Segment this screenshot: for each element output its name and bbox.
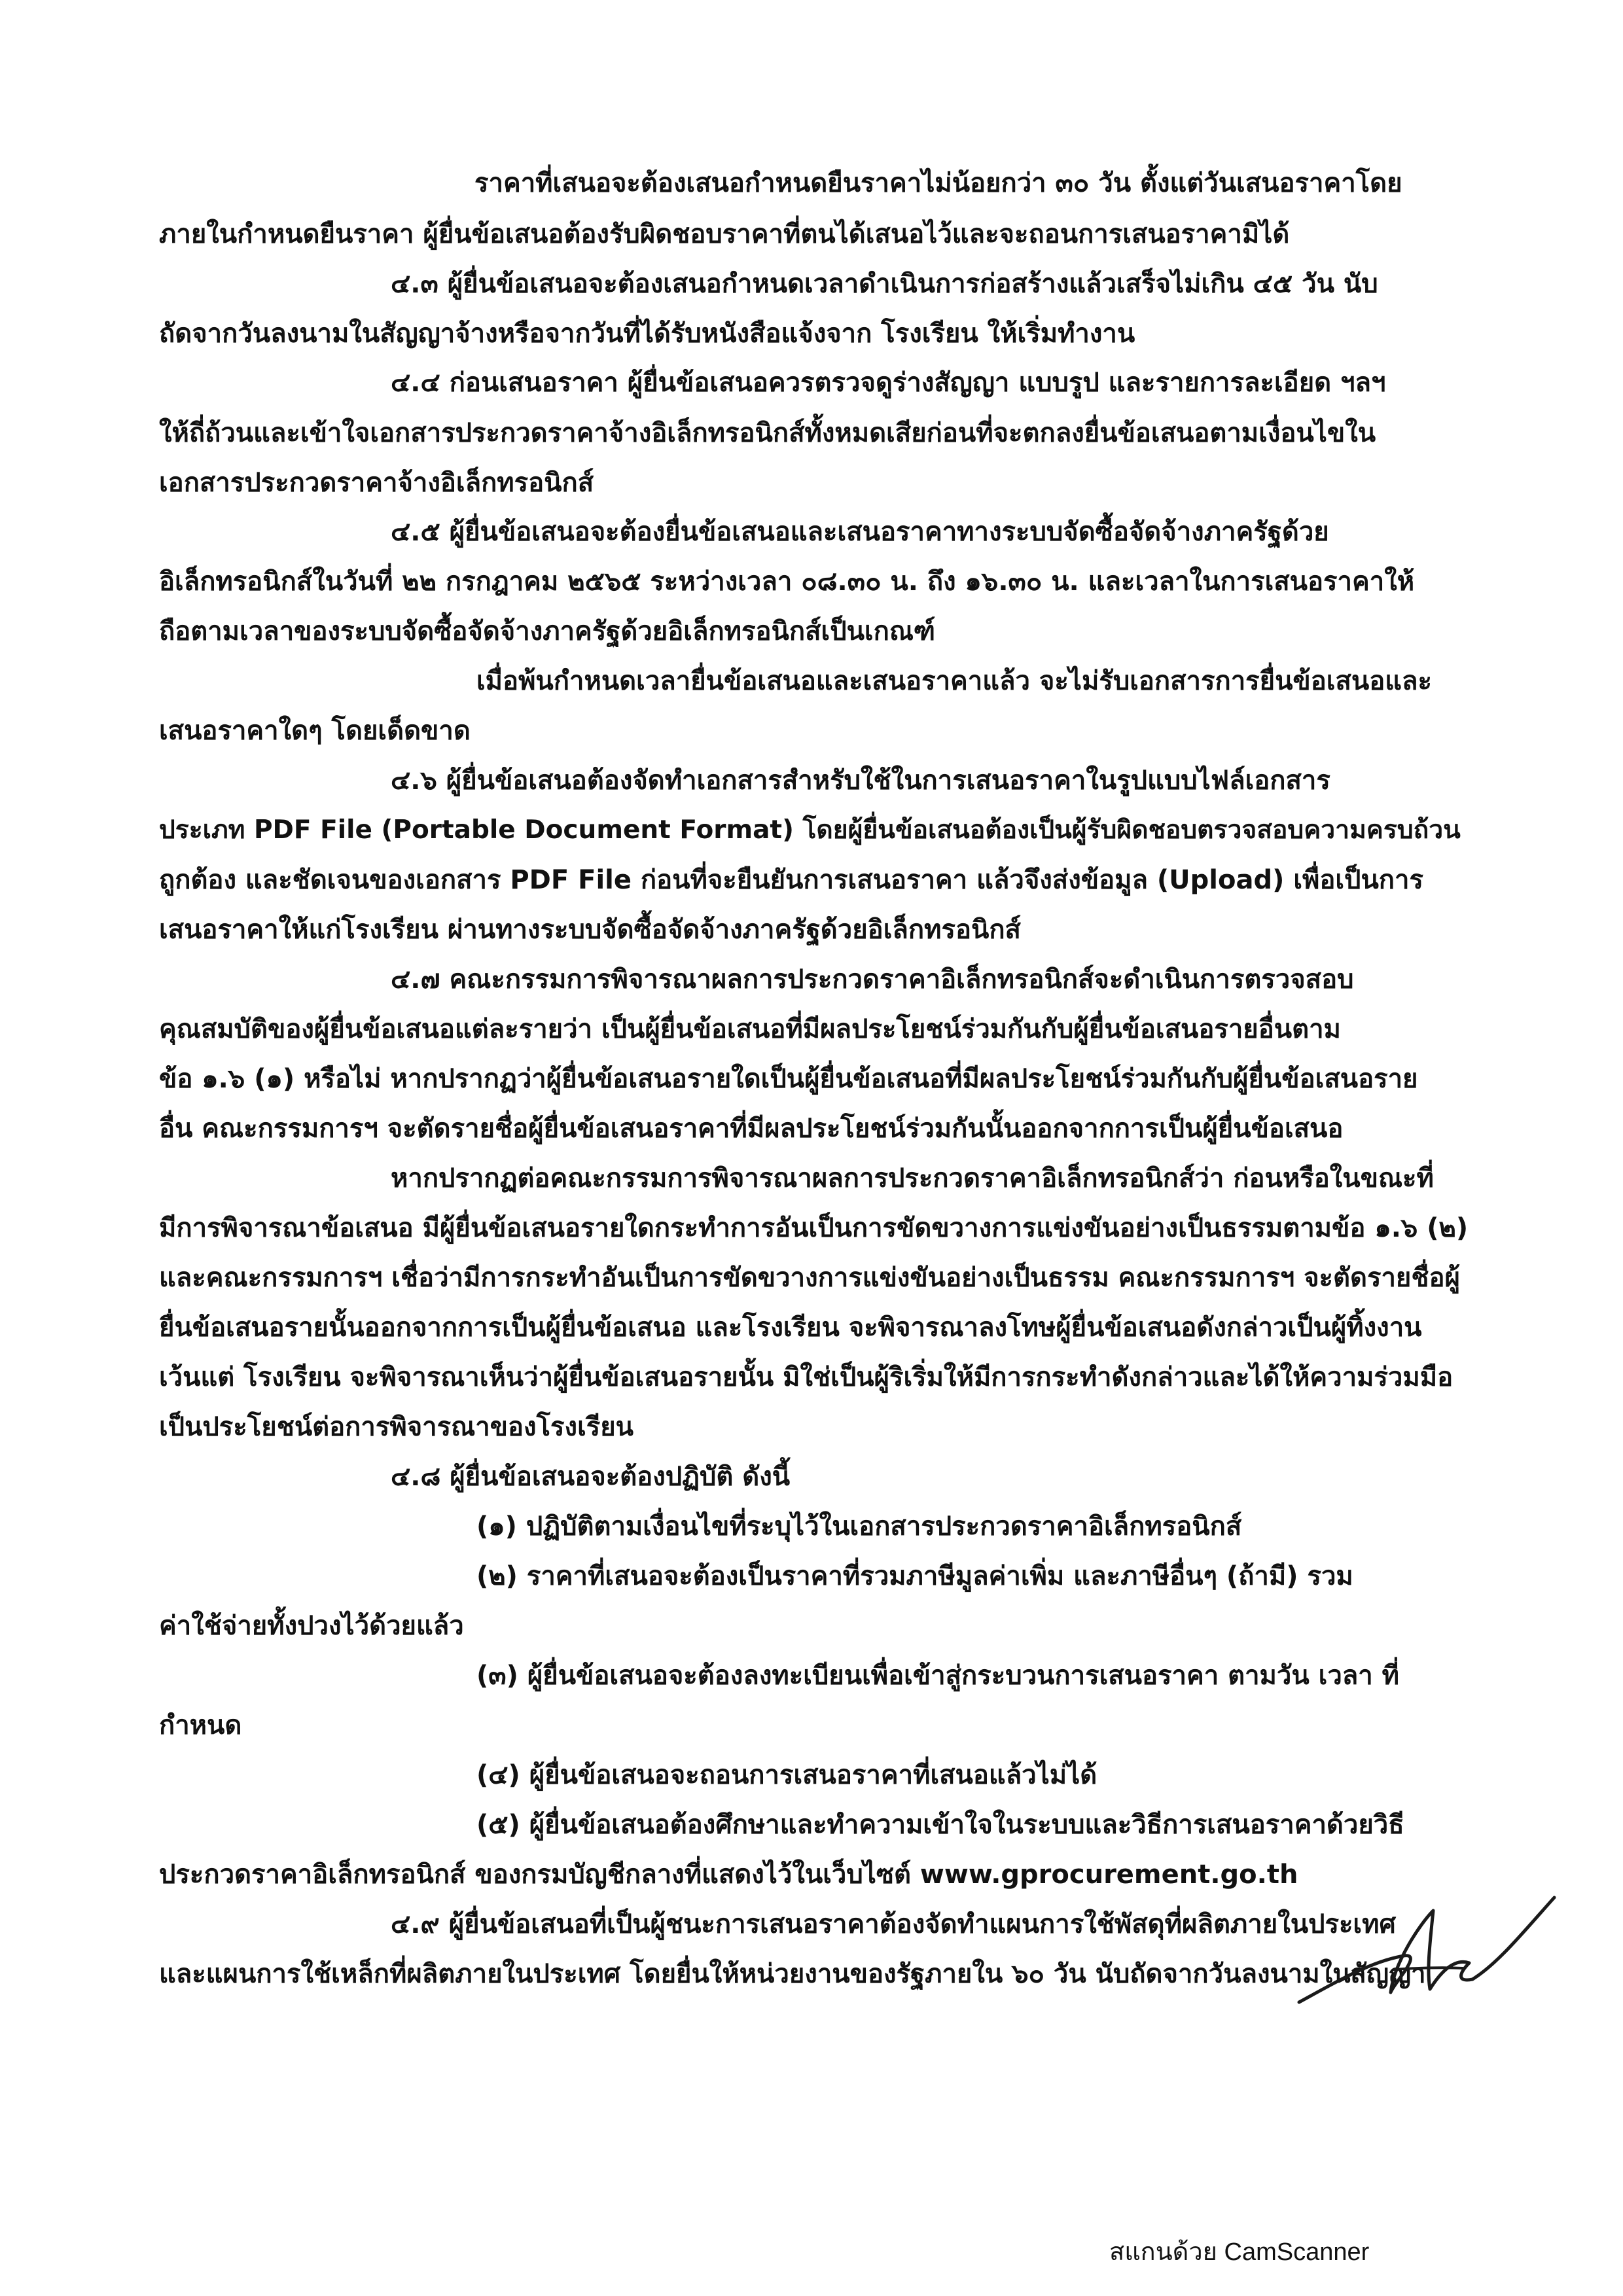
text-line-11: เมื่อพ้นกำหนดเวลายื่นข้อเสนอและเสนอราคาแล้ว จะไม่รับเอกสารการยื่นข้อเสนอและ	[476, 666, 1433, 696]
camscanner-watermark: สแกนด้วย CamScanner	[1109, 2238, 1370, 2266]
text-line-2: ภายในกำหนดยืนราคา ผู้ยื่นข้อเสนอต้องรับผิดชอบราคาที่ตนได้เสนอไว้และจะถอนการเสนอราคามิได้	[159, 219, 1290, 249]
text-line-5: ๔.๔ ก่อนเสนอราคา ผู้ยื่นข้อเสนอควรตรวจดูร่างสัญญา แบบรูป และรายการละเอียด ฯลฯ	[391, 368, 1386, 398]
text-line-25: เว้นแต่ โรงเรียน จะพิจารณาเห็นว่าผู้ยื่นข้อเสนอรายนั้น มิใช่เป็นผู้ริเริ่มให้มีการกระทำดังกล่าวและได้ให้ความร่วมมือ	[159, 1362, 1454, 1392]
text-line-4: ถัดจากวันลงนามในสัญญาจ้างหรือจากวันที่ได้รับหนังสือแจ้งจาก โรงเรียน ให้เริ่มทำงาน	[159, 319, 1135, 349]
text-line-8: ๔.๕ ผู้ยื่นข้อเสนอจะต้องยื่นข้อเสนอและเสนอราคาทางระบบจัดซื้อจัดจ้างภาครัฐด้วย	[391, 517, 1329, 547]
text-line-22: มีการพิจารณาข้อเสนอ มีผู้ยื่นข้อเสนอรายใดกระทำการอันเป็นการขัดขวางการแข่งขันอย่างเป็นธรรมตามข้อ ๑.๖ (๒)	[159, 1213, 1469, 1243]
text-line-30: ค่าใช้จ่ายทั้งปวงไว้ด้วยแล้ว	[159, 1611, 464, 1641]
text-line-14: ประเภท PDF File (Portable Document Format) โดยผู้ยื่นข้อเสนอต้องเป็นผู้รับผิดชอบตรวจสอบความครบถ้วน	[159, 815, 1461, 845]
text-line-18: คุณสมบัติของผู้ยื่นข้อเสนอแต่ละรายว่า เป็นผู้ยื่นข้อเสนอที่มีผลประโยชน์ร่วมกันกับผู้ยื่นข้อเสนอรายอื่นตาม	[159, 1014, 1341, 1044]
text-line-23: และคณะกรรมการฯ เชื่อว่ามีการกระทำอันเป็นการขัดขวางการแข่งขันอย่างเป็นธรรม คณะกรรมการฯ จะตัดรายชื่อผู้	[159, 1263, 1460, 1293]
text-line-10: ถือตามเวลาของระบบจัดซื้อจัดจ้างภาครัฐด้วยอิเล็กทรอนิกส์เป็นเกณฑ์	[159, 616, 936, 646]
text-line-37: และแผนการใช้เหล็กที่ผลิตภายในประเทศ โดยยื่นให้หน่วยงานของรัฐภายใน ๖๐ วัน นับถัดจากวันลงนามในสัญญา	[159, 1959, 1426, 1989]
text-line-16: เสนอราคาให้แก่โรงเรียน ผ่านทางระบบจัดซื้อจัดจ้างภาครัฐด้วยอิเล็กทรอนิกส์	[159, 915, 1021, 945]
text-line-26: เป็นประโยชน์ต่อการพิจารณาของโรงเรียน	[159, 1412, 633, 1442]
footer-bar	[0, 2225, 1623, 2296]
text-line-20: อื่น คณะกรรมการฯ จะตัดรายชื่อผู้ยื่นข้อเสนอราคาที่มีผลประโยชน์ร่วมกันนั้นออกจากการเป็นผู้ยื่นข้อเสนอ	[159, 1114, 1344, 1144]
text-line-1: ราคาที่เสนอจะต้องเสนอกำหนดยืนราคาไม่น้อยกว่า ๓๐ วัน ตั้งแต่วันเสนอราคาโดย	[474, 168, 1402, 198]
text-line-27: ๔.๘ ผู้ยื่นข้อเสนอจะต้องปฏิบัติ ดังนี้	[391, 1462, 791, 1492]
text-line-19: ข้อ ๑.๖ (๑) หรือไม่ หากปรากฏว่าผู้ยื่นข้อเสนอรายใดเป็นผู้ยื่นข้อเสนอที่มีผลประโยชน์ร่วมกันกับผู้ยื่นข้อเสนอราย	[159, 1064, 1418, 1094]
text-line-15: ถูกต้อง และชัดเจนของเอกสาร PDF File ก่อนที่จะยืนยันการเสนอราคา แล้วจึงส่งข้อมูล (Upload) เพื่อเป็นการ	[159, 865, 1423, 895]
text-line-7: เอกสารประกวดราคาจ้างอิเล็กทรอนิกส์	[159, 468, 594, 498]
text-line-35: ประกวดราคาอิเล็กทรอนิกส์ ของกรมบัญชีกลางที่แสดงไว้ในเว็บไซต์ www.gprocurement.go.th	[159, 1860, 1298, 1890]
text-line-31: (๓) ผู้ยื่นข้อเสนอจะต้องลงทะเบียนเพื่อเข้าสู่กระบวนการเสนอราคา ตามวัน เวลา ที่	[476, 1661, 1400, 1691]
text-line-32: กำหนด	[159, 1710, 242, 1740]
text-line-33: (๔) ผู้ยื่นข้อเสนอจะถอนการเสนอราคาที่เสนอแล้วไม่ได้	[476, 1760, 1097, 1790]
text-line-24: ยื่นข้อเสนอรายนั้นออกจากการเป็นผู้ยื่นข้อเสนอ และโรงเรียน จะพิจารณาลงโทษผู้ยื่นข้อเสนอดังกล่าวเป็นผู้ทิ้งงาน	[159, 1313, 1422, 1343]
text-line-36: ๔.๙ ผู้ยื่นข้อเสนอที่เป็นผู้ชนะการเสนอราคาต้องจัดทำแผนการใช้พัสดุที่ผลิตภายในประเทศ	[391, 1909, 1396, 1939]
handwritten-signature	[1296, 1884, 1558, 2028]
text-line-9: อิเล็กทรอนิกส์ในวันที่ ๒๒ กรกฎาคม ๒๕๖๕ ระหว่างเวลา ๐๘.๓๐ น. ถึง ๑๖.๓๐ น. และเวลาในการเสนอราคาให้	[159, 567, 1415, 597]
text-line-34: (๕) ผู้ยื่นข้อเสนอต้องศึกษาและทำความเข้าใจในระบบและวิธีการเสนอราคาด้วยวิธี	[476, 1810, 1404, 1840]
text-line-28: (๑) ปฏิบัติตามเงื่อนไขที่ระบุไว้ในเอกสารประกวดราคาอิเล็กทรอนิกส์	[476, 1511, 1242, 1542]
text-line-29: (๒) ราคาที่เสนอจะต้องเป็นราคาที่รวมภาษีมูลค่าเพิ่ม และภาษีอื่นๆ (ถ้ามี) รวม	[476, 1561, 1353, 1591]
text-line-13: ๔.๖ ผู้ยื่นข้อเสนอต้องจัดทำเอกสารสำหรับใช้ในการเสนอราคาในรูปแบบไฟล์เอกสาร	[391, 766, 1330, 796]
text-line-12: เสนอราคาใดๆ โดยเด็ดขาด	[159, 716, 471, 746]
text-line-17: ๔.๗ คณะกรรมการพิจารณาผลการประกวดราคาอิเล็กทรอนิกส์จะดำเนินการตรวจสอบ	[391, 964, 1354, 995]
text-line-21: หากปรากฏต่อคณะกรรมการพิจารณาผลการประกวดราคาอิเล็กทรอนิกส์ว่า ก่อนหรือในขณะที่	[391, 1163, 1434, 1193]
text-line-3: ๔.๓ ผู้ยื่นข้อเสนอจะต้องเสนอกำหนดเวลาดำเนินการก่อสร้างแล้วเสร็จไม่เกิน ๔๕ วัน นับ	[391, 269, 1378, 299]
text-line-6: ให้ถี่ถ้วนและเข้าใจเอกสารประกวดราคาจ้างอิเล็กทรอนิกส์ทั้งหมดเสียก่อนที่จะตกลงยื่นข้อเสนอตามเงื่อนไขใน	[159, 418, 1376, 448]
